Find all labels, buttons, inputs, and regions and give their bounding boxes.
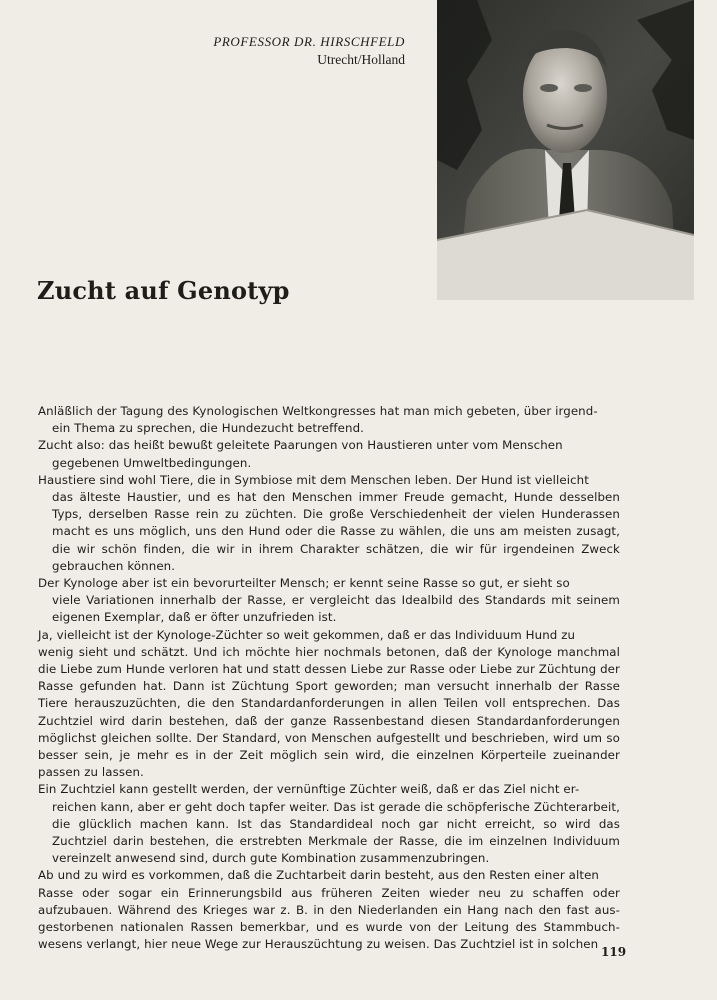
page-number: 119 <box>601 945 627 959</box>
paragraph-first-line: Der Kynologe aber ist ein bevorurteilter Mensch; er kennt seine Rasse so gut, er sieht so <box>38 576 570 591</box>
paragraph-continuation: gegebenen Umweltbedingungen. <box>52 455 252 470</box>
paragraph-continuation: das älteste Haustier, und es hat den Menschen immer Freude gemacht, Hunde desselben Typs, derselben Rasse rein zu züchten. Die große Verschiedenheit der vielen Hunderassen macht es uns möglich, uns den Hund oder die Rasse zu wählen, die uns am meisten zusagt, die wir schön finden, die wir in ihrem Charakter schätzen, die wir für irgendeinen Zweck gebrauchen können. <box>52 490 620 573</box>
author-place: Utrecht/Holland <box>317 52 405 67</box>
paragraph-first-line: Anläßlich der Tagung des Kynologischen Weltkongresses hat man mich gebeten, über irgend- <box>38 404 598 418</box>
author-block <box>213 33 405 69</box>
paragraph-continuation: ein Thema zu sprechen, die Hundezucht betreffend. <box>52 421 365 436</box>
author-name: PROFESSOR DR. HIRSCHFELD <box>213 34 405 49</box>
paragraph-first-line: Haustiere sind wohl Tiere, die in Symbiose mit dem Menschen leben. Der Hund ist vielleicht <box>38 472 589 487</box>
paragraph-continuation: Rasse oder sogar ein Erinnerungsbild aus früheren Zeiten wieder neu zu schaffen oder aufzubauen. Während des Krieges war z. B. in den Niederlanden ein Hang nach den fast aus-gestorbenen nationalen Rassen bemerkbar, und es wurde von der Leitung des Stammbuch-wesens verlangt, hier neue Wege zur Herauszüchtung zu weisen. Das Zuchtziel ist in solchen <box>38 885 620 952</box>
paragraph-continuation: wenig sieht und schätzt. Und ich möchte hier nochmals betonen, daß der Kynologe manchmal die Liebe zum Hunde verloren hat und statt dessen Liebe zur Rasse oder Liebe zur Züchtung der Rasse gefunden hat. Dann ist Züchtung Sport geworden; man versucht innerhalb der Rasse Tiere herauszuzüchten, die den Standardanforderungen in allen Teilen voll entsprechen. Das Zuchtziel wird darin bestehen, daß der ganze Rassenbestand diesen Standardanforderungen möglichst gleichen sollte. Der Standard, von Menschen aufgestellt und beschrieben, wird um so besser sein, je mehr es in der Zeit möglich sein wird, die einzelnen Körperteile zueinander passen zu lassen. <box>38 644 620 780</box>
paragraph-continuation: reichen kann, aber er geht doch tapfer weiter. Das ist gerade die schöpferische Züchterarbeit, die glücklich machen kann. Ist das Standardideal noch gar nicht erreicht, so wird das Zuchtziel darin bestehen, die erstrebten Merkmale der Rasse, die im einzelnen Individuum vereinzelt anwesend sind, durch gute Kombination zusammenzubringen. <box>52 799 620 866</box>
article-title: Zucht auf Genotyp <box>37 276 290 305</box>
paragraph-first-line: Ein Zuchtziel kann gestellt werden, der vernünftige Züchter weiß, daß er das Ziel nicht er- <box>38 782 580 797</box>
paragraph-first-line: Ab und zu wird es vorkommen, daß die Zuchtarbeit darin besteht, aus den Resten einer alten <box>38 868 600 883</box>
paragraph-first-line: Ja, vielleicht ist der Kynologe-Züchter so weit gekommen, daß er das Individuum Hund zu <box>38 627 576 642</box>
article-body <box>38 403 620 954</box>
author-photo-image <box>437 0 694 300</box>
author-photo <box>437 0 694 300</box>
paragraph-first-line: Zucht also: das heißt bewußt geleitete Paarungen von Haustieren unter vom Menschen <box>38 438 563 453</box>
paragraph-continuation: viele Variationen innerhalb der Rasse, er vergleicht das Idealbild des Standards mit seinem eigenen Exemplar, daß er öfter unzufrieden ist. <box>52 593 620 625</box>
